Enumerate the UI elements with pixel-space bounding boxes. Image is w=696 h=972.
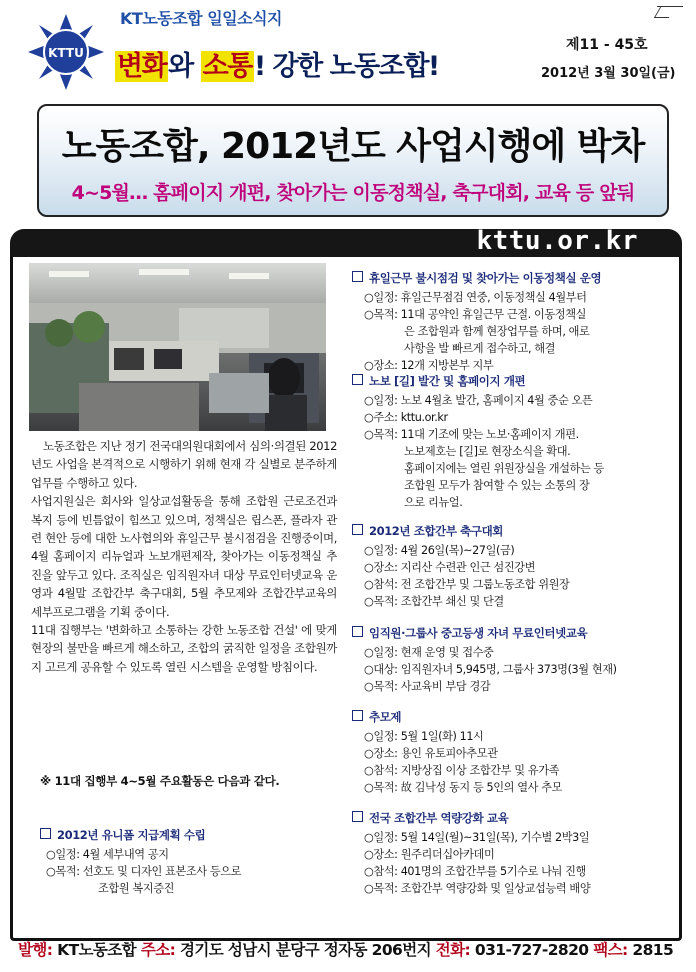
section-line: ○장소: 원주리더십아카데미 <box>364 848 495 861</box>
section-line: 으로 리뉴얼. <box>404 496 463 509</box>
section-line: 사항을 발 빠르게 접수하고, 해결 <box>404 342 556 355</box>
issue-date: 2012년 3월 30일(금) <box>541 66 676 81</box>
office-photo <box>29 263 326 431</box>
section-line: ○일정: 5월 1일(화) 11시 <box>364 730 484 743</box>
section-line: ○일정: 4월 세부내역 공지 <box>46 848 169 861</box>
page-corner-mark <box>657 6 683 23</box>
activity-section <box>352 709 562 796</box>
intro-article <box>31 437 337 676</box>
slogan-part-4: ! 강한 노동조합! <box>253 51 439 82</box>
issue-number: 제11 - 45호 <box>566 37 648 53</box>
section-line: ○목적: 조합간부 역량강화 및 일상교섭능력 배양 <box>364 882 591 895</box>
section-title: 2012년 조합간부 축구대회 <box>352 523 569 539</box>
checkbox-icon <box>352 524 363 535</box>
newsletter-subtitle: KT노동조합 일일소식지 <box>120 9 282 28</box>
section-line: 노보제호는 [길]로 현장소식을 확대. <box>404 445 571 458</box>
footer: 발행: KT노동조합 주소: 경기도 성남시 분당구 정자동 206번지 전화: 031-727-2820 팩스: 2815 <box>18 941 674 959</box>
headline-box <box>37 104 669 217</box>
section-title: 휴일근무 불시점검 및 찾아가는 이동정책실 운영 <box>352 270 601 286</box>
section-line: ○장소: 12개 지방본부 지부 <box>364 359 494 372</box>
slogan-word-change: 변화 <box>117 51 167 82</box>
checkbox-icon <box>352 374 363 385</box>
bullet-key: ○ <box>46 865 56 878</box>
section-line: ○목적: 11대 공약인 휴일근무 근절. 이동정책실 <box>364 308 587 321</box>
slogan-part-2: 와 <box>168 51 201 82</box>
section-line: ○일정: 휴일근무점검 연중, 이동정책실 4월부터 <box>364 291 587 304</box>
section-line: ○일정: 5월 14일(월)~31일(목), 기수별 2박3일 <box>364 831 590 844</box>
kttu-logo <box>28 14 104 90</box>
section-line: ○일정: 노보 4월초 발간, 홈페이지 4월 중순 오픈 <box>364 394 593 407</box>
activity-section <box>352 523 569 610</box>
checkbox-icon <box>352 811 363 822</box>
section-line: ○목적: 사교육비 부담 경감 <box>364 680 491 693</box>
slogan <box>115 44 439 83</box>
subheadline: 4~5월… 홈페이지 개편, 찾아가는 이동정책실, 축구대회, 교육 등 앞둬 <box>71 182 635 204</box>
website-url[interactable]: kttu.or.kr <box>476 226 638 256</box>
activity-section <box>352 373 604 511</box>
section-line: ○참석: 401명의 조합간부를 5기수로 나눠 진행 <box>364 865 586 878</box>
section-line: ○일정: 현재 운영 및 접수중 <box>364 646 494 659</box>
section-title: 전국 조합간부 역량강화 교육 <box>352 810 590 826</box>
section-line: ○장소: 지리산 수련관 인근 섬진강변 <box>364 561 536 574</box>
section-line: ○목적: 조합간부 쇄신 및 단결 <box>364 595 504 608</box>
section-line: ○목적: 11대 기조에 맞는 노보·홈페이지 개편. <box>364 428 579 441</box>
activity-section <box>352 625 617 695</box>
intro-paragraph-3: 11대 집행부는 '변화하고 소통하는 강한 노동조합 건설' 에 맞게 현장의 불만을 빠르게 해소하고, 조합의 굵직한 일정을 조합원까지 고르게 공유할 수 있도록 열린 시스템을 운영할 방침이다. <box>31 623 337 674</box>
section-line: 은 조합원과 함께 현장업무를 하며, 애로 <box>404 325 590 338</box>
bullet-key: ○ <box>46 848 56 861</box>
checkbox-icon <box>352 626 363 637</box>
activities-note: ※ 11대 집행부 4~5월 주요활동은 다음과 같다. <box>40 774 280 788</box>
activity-section <box>352 270 601 374</box>
checkbox-icon <box>352 271 363 282</box>
section-title: 2012년 유니폼 지급계획 수립 <box>40 827 241 843</box>
headline: 노동조합, 2012년도 사업시행에 박차 <box>61 126 645 167</box>
section-line: ○참석: 지방상집 이상 조합간부 및 유가족 <box>364 764 560 777</box>
section-line: 조합원 복지증진 <box>98 882 175 895</box>
intro-paragraph-2: 사업지원실은 회사와 일상교섭활동을 통해 조합원 근로조건과 복지 등에 빈틈없이 힘쓰고 있으며, 정책실은 립스폰, 플라자 관련 현안 등에 대한 노사협의와 휴일근무 불시점검을 진행중이며, 4월 홈페이지 리뉴얼과 노보개편제작, 찾아가는 이동정책실 추진을 앞두고 있다. 조직실은 임직원자녀 대상 무료인터넷교육 운영과 4월말 조합간부 축구대회, 5월 추모제와 조합간부교육의 세부프로그램을 기획 중이다. <box>31 494 337 619</box>
uniform-section <box>40 827 241 897</box>
section-line: ○장소: 용인 유토피아추모관 <box>364 747 498 760</box>
section-title: 임직원·그룹사 중고등생 자녀 무료인터넷교육 <box>352 625 617 641</box>
intro-paragraph-1: 노동조합은 지난 정기 전국대의원대회에서 심의·의결된 2012년도 사업을 본격적으로 시행하기 위해 현재 각 실별로 분주하게 업무를 수행하고 있다. <box>31 439 337 490</box>
section-line: ○목적: 선호도 및 디자인 표본조사 등으로 <box>46 865 242 878</box>
section-title: 추모제 <box>352 709 562 725</box>
logo-text: KTTU <box>48 46 84 60</box>
section-line[interactable]: ○주소: kttu.or.kr <box>364 411 448 424</box>
activity-section <box>352 810 590 897</box>
section-line: ○참석: 전 조합간부 및 그룹노동조합 위원장 <box>364 578 570 591</box>
checkbox-icon <box>40 828 51 839</box>
section-title: 노보 [길] 발간 및 홈페이지 개편 <box>352 373 604 389</box>
section-line: ○대상: 임직원자녀 5,945명, 그룹사 373명(3월 현재) <box>364 663 617 676</box>
section-line: ○일정: 4월 26일(목)~27일(금) <box>364 544 515 557</box>
section-line: 조합원 모두가 참여할 수 있는 소통의 장 <box>404 479 590 492</box>
section-line: ○목적: 故 김낙성 동지 등 5인의 열사 추모 <box>364 781 563 794</box>
section-line: 홈페이지에는 열린 위원장실을 개설하는 등 <box>404 462 604 475</box>
url-banner <box>10 226 682 257</box>
slogan-word-communication: 소통 <box>202 51 252 82</box>
checkbox-icon <box>352 710 363 721</box>
